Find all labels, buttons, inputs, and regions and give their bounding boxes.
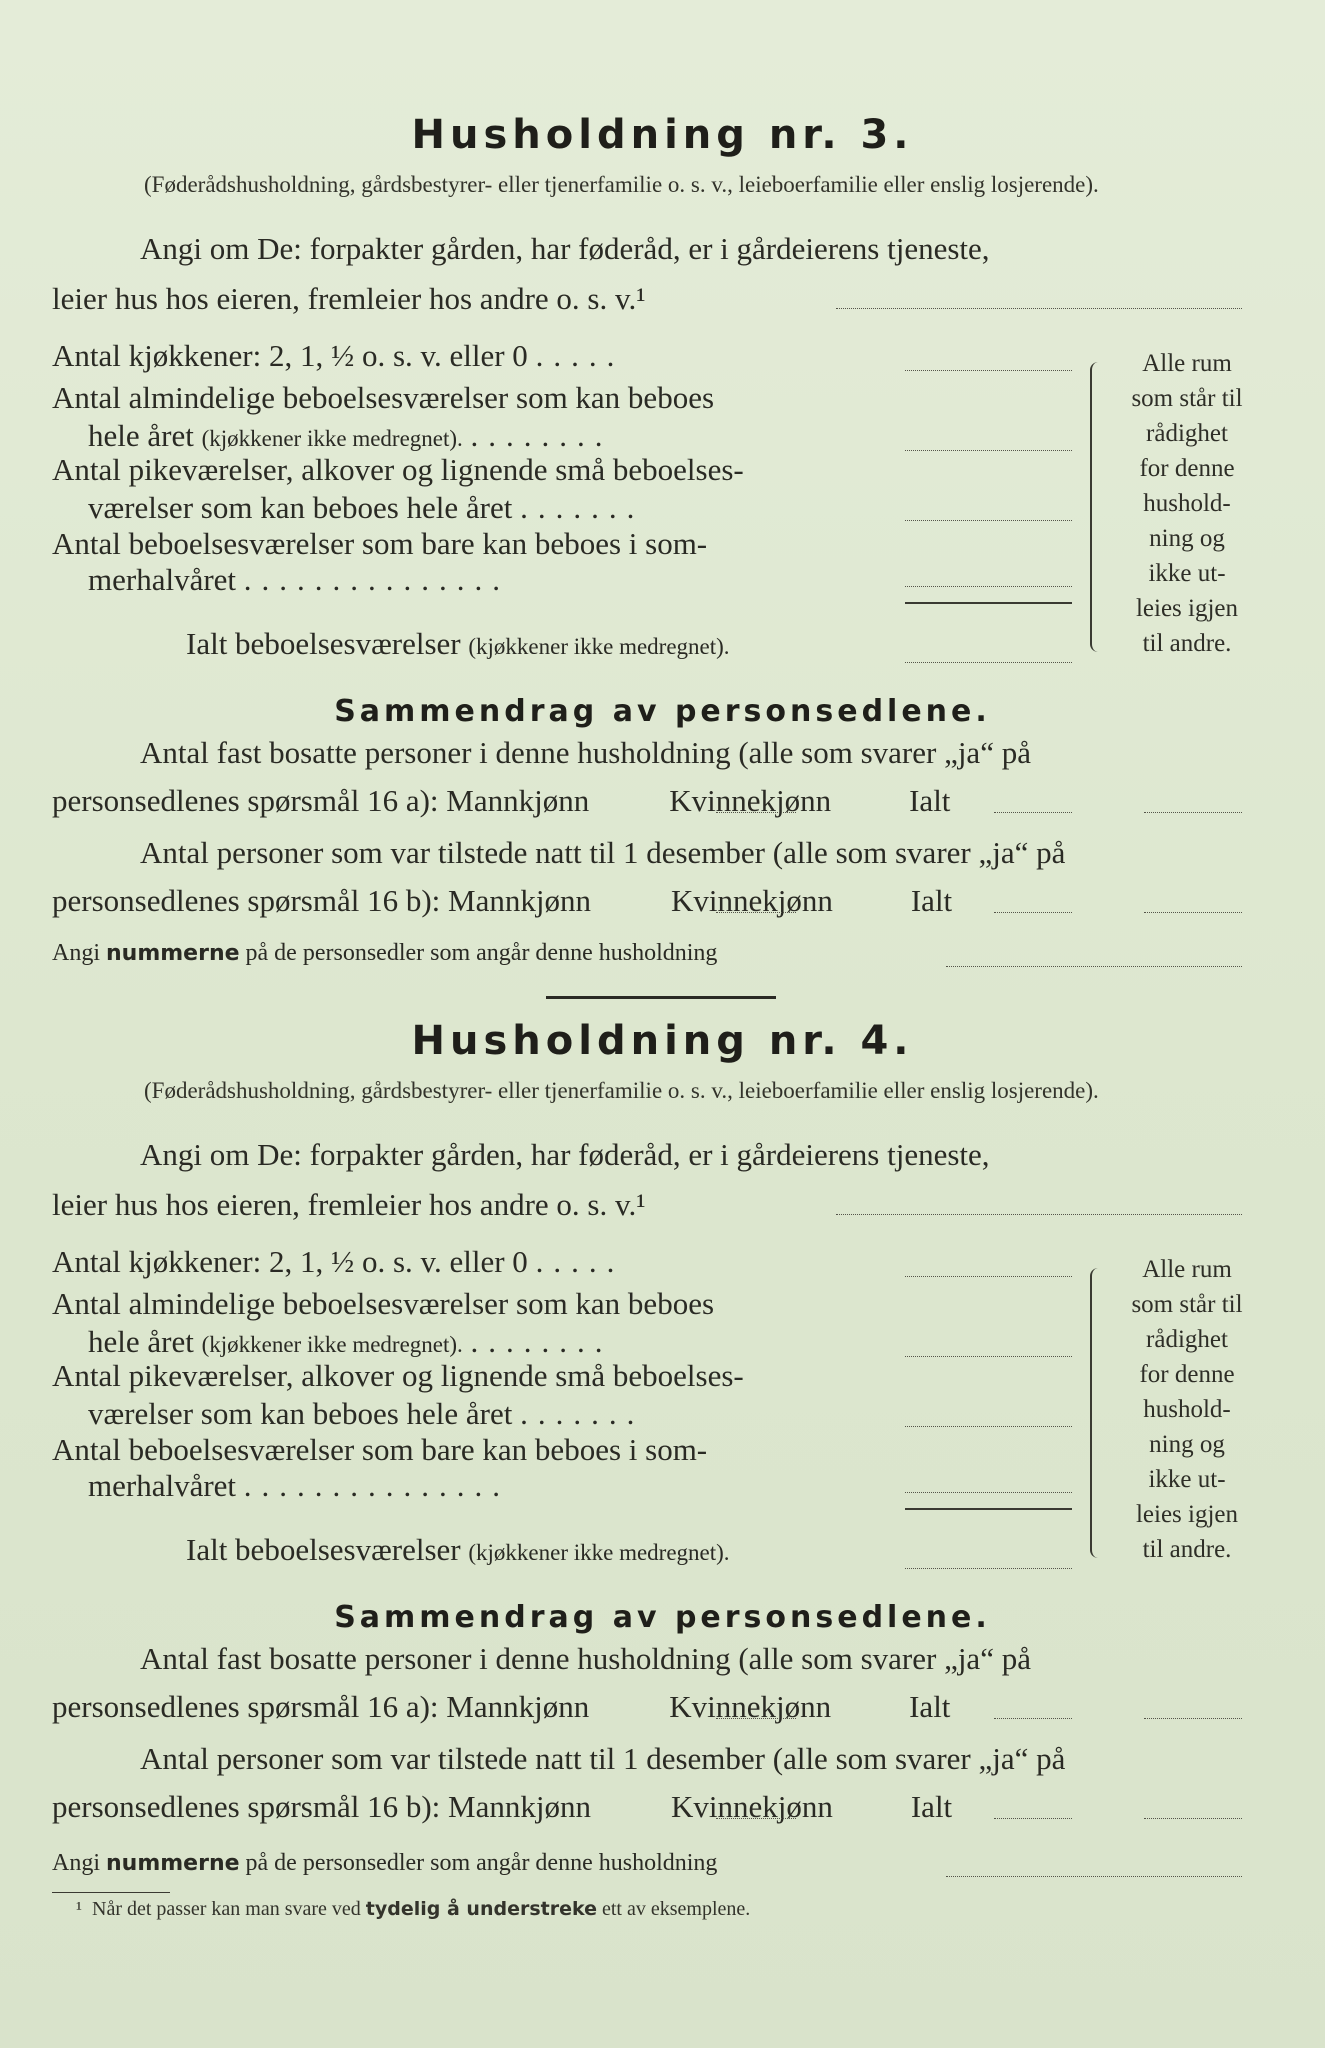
fast-male-answer[interactable] — [716, 1718, 796, 1719]
total-rooms-label: Ialt beboelsesværelser (kjøkkener ikke medregnet). — [186, 1532, 730, 1567]
rooms-small-label-2: værelser som kan beboes hele året ....... — [88, 490, 645, 525]
angi-answer-line[interactable] — [836, 308, 1242, 309]
rooms-small-label-1: Antal pikeværelser, alkover og lignende små beboelses- — [52, 452, 744, 487]
angi-answer-line[interactable] — [836, 1214, 1242, 1215]
angi-line-2: leier hus hos eieren, fremleier hos andre o. s. v.¹ — [52, 281, 646, 316]
angi-numbers-label: Angi nummerne på de personsedler som angår denne husholdning — [52, 1850, 718, 1876]
rooms-regular-label-2: hele året (kjøkkener ikke medregnet). ........ — [88, 418, 613, 453]
rooms-small-label-1: Antal pikeværelser, alkover og lignende små beboelses- — [52, 1358, 744, 1393]
angi-line-1: Angi om De: forpakter gården, har føderåd, er i gårdeierens tjeneste, — [140, 1137, 990, 1172]
present-persons-line-1: Antal personer som var tilstede natt til 1 desember (alle som svarer „ja“ på — [140, 1741, 1066, 1776]
present-male-answer[interactable] — [716, 912, 796, 913]
summary-title: Sammendrag av personsedlene. — [334, 1600, 991, 1635]
fast-persons-line-1: Antal fast bosatte personer i denne husholdning (alle som svarer „ja“ på — [140, 735, 1031, 770]
fast-persons-line-2: personsedlenes spørsmål 16 a): Mannkjønn Kvinnekjønn Ialt — [52, 783, 951, 818]
angi-numbers-answer-line[interactable] — [946, 1876, 1242, 1877]
present-total-answer[interactable] — [1144, 912, 1242, 913]
footnote-rule — [52, 1892, 170, 1893]
rooms-regular-label-1: Antal almindelige beboelsesværelser som kan beboes — [52, 380, 715, 415]
total-rooms-answer-line[interactable] — [905, 662, 1072, 663]
rooms-summer-label-1: Antal beboelsesværelser som bare kan beboes i som- — [52, 1432, 708, 1467]
rooms-regular-answer-line[interactable] — [905, 450, 1072, 451]
angi-numbers-answer-line[interactable] — [946, 966, 1242, 967]
household-subtitle: (Føderådshusholdning, gårdsbestyrer- eller tjenerfamilie o. s. v., leieboerfamilie eller enslig losjerende). — [144, 172, 1099, 197]
present-total-answer[interactable] — [1144, 1818, 1242, 1819]
kitchens-label: Antal kjøkkener: 2, 1, ½ o. s. v. eller 0 ..... — [52, 338, 625, 373]
footnote: ¹ Når det passer kan man svare ved tydelig å understreke ett av eksemplene. — [76, 1898, 751, 1920]
angi-line-1: Angi om De: forpakter gården, har føderåd, er i gårdeierens tjeneste, — [140, 231, 990, 266]
rooms-small-answer-line[interactable] — [905, 520, 1072, 521]
present-male-answer[interactable] — [716, 1818, 796, 1819]
bracket-note: Alle rum som står til rådighet for denne hushold- ning og ikke ut- leies igjen til andre. — [1131, 1256, 1243, 1563]
fast-total-answer[interactable] — [1144, 812, 1242, 813]
rooms-summer-answer-line[interactable] — [905, 1492, 1072, 1493]
bracket — [1090, 1268, 1104, 1558]
fast-total-answer[interactable] — [1144, 1718, 1242, 1719]
household-title: Husholdning nr. 4. — [411, 1018, 914, 1064]
total-rooms-answer-line[interactable] — [905, 1568, 1072, 1569]
present-persons-line-2: personsedlenes spørsmål 16 b): Mannkjønn Kvinnekjønn Ialt — [52, 1789, 953, 1824]
fast-persons-line-1: Antal fast bosatte personer i denne husholdning (alle som svarer „ja“ på — [140, 1641, 1031, 1676]
present-female-answer[interactable] — [994, 912, 1072, 913]
total-rooms-label: Ialt beboelsesværelser (kjøkkener ikke medregnet). — [186, 626, 730, 661]
bracket-note: Alle rum som står til rådighet for denne hushold- ning og ikke ut- leies igjen til andre. — [1131, 350, 1243, 657]
rooms-regular-label-1: Antal almindelige beboelsesværelser som kan beboes — [52, 1286, 715, 1321]
fast-male-answer[interactable] — [716, 812, 796, 813]
bracket — [1090, 362, 1104, 652]
present-persons-line-2: personsedlenes spørsmål 16 b): Mannkjønn Kvinnekjønn Ialt — [52, 883, 953, 918]
rooms-summer-label-2: merhalvåret ............... — [88, 1468, 511, 1503]
summary-title: Sammendrag av personsedlene. — [334, 694, 991, 729]
fast-persons-line-2: personsedlenes spørsmål 16 a): Mannkjønn Kvinnekjønn Ialt — [52, 1689, 951, 1724]
household-title: Husholdning nr. 3. — [411, 112, 914, 158]
rooms-summer-label-1: Antal beboelsesværelser som bare kan beboes i som- — [52, 526, 708, 561]
rooms-subtotal-rule — [905, 602, 1072, 604]
section-separator — [546, 996, 776, 999]
present-female-answer[interactable] — [994, 1818, 1072, 1819]
angi-numbers-label: Angi nummerne på de personsedler som angår denne husholdning — [52, 940, 718, 966]
rooms-small-label-2: værelser som kan beboes hele året ....... — [88, 1396, 645, 1431]
fast-female-answer[interactable] — [994, 812, 1072, 813]
kitchens-answer-line[interactable] — [905, 370, 1072, 371]
kitchens-answer-line[interactable] — [905, 1276, 1072, 1277]
rooms-subtotal-rule — [905, 1508, 1072, 1510]
household-subtitle: (Føderådshusholdning, gårdsbestyrer- eller tjenerfamilie o. s. v., leieboerfamilie eller enslig losjerende). — [144, 1078, 1099, 1103]
angi-line-2: leier hus hos eieren, fremleier hos andre o. s. v.¹ — [52, 1187, 646, 1222]
rooms-regular-answer-line[interactable] — [905, 1356, 1072, 1357]
rooms-summer-label-2: merhalvåret ............... — [88, 562, 511, 597]
kitchens-label: Antal kjøkkener: 2, 1, ½ o. s. v. eller 0 ..... — [52, 1244, 625, 1279]
fast-female-answer[interactable] — [994, 1718, 1072, 1719]
rooms-summer-answer-line[interactable] — [905, 586, 1072, 587]
rooms-regular-label-2: hele året (kjøkkener ikke medregnet). ........ — [88, 1324, 613, 1359]
present-persons-line-1: Antal personer som var tilstede natt til 1 desember (alle som svarer „ja“ på — [140, 835, 1066, 870]
rooms-small-answer-line[interactable] — [905, 1426, 1072, 1427]
